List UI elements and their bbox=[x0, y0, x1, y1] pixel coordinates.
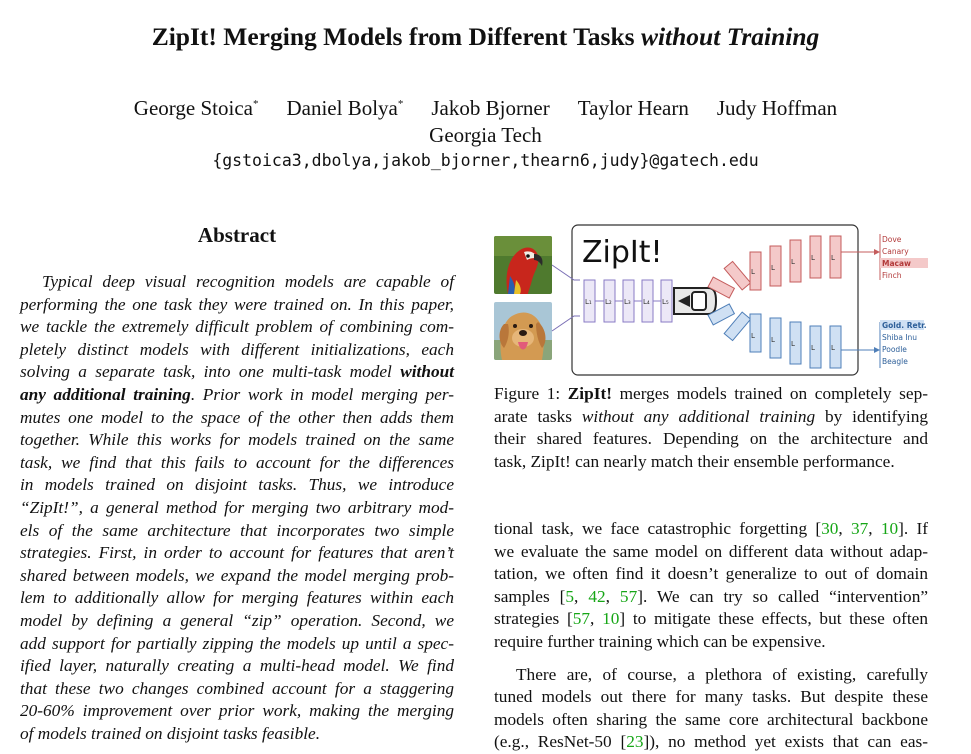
layer-label: L bbox=[771, 264, 775, 272]
layer-label: L₁ bbox=[585, 298, 592, 306]
body-line: require further training which can be expensive. bbox=[494, 631, 826, 651]
figure-1 bbox=[494, 222, 934, 378]
citation-link[interactable]: 30 bbox=[821, 519, 839, 538]
body-line: we evaluate the same model on different data without adap- bbox=[494, 541, 928, 561]
citation-link[interactable]: 42 bbox=[588, 586, 606, 606]
class-label: Poodle bbox=[882, 345, 907, 354]
abstract-line: of models trained on disjoint tasks feasible. bbox=[20, 723, 321, 743]
caption-line: arate tasks without any additional training by identifying bbox=[494, 406, 928, 426]
class-label: Dove bbox=[882, 235, 902, 244]
author-list bbox=[0, 96, 971, 121]
layer-label: L₂ bbox=[605, 298, 612, 306]
layer-label: L bbox=[831, 254, 835, 262]
abstract-heading: Abstract bbox=[197, 223, 277, 247]
zipit-logo: ZipIt! bbox=[582, 235, 663, 270]
class-label: Macaw bbox=[882, 259, 911, 268]
abstract-line: any additional training. Prior work in model merging per- bbox=[20, 384, 454, 404]
author-name: Daniel Bolya* bbox=[286, 96, 404, 120]
body-line: models often sharing the same core architectural backbone bbox=[494, 709, 928, 729]
abstract-line: “ZipIt!”, a general method for merging two arbitrary mod- bbox=[20, 497, 454, 517]
author-name: Jakob Bjorner bbox=[431, 96, 550, 120]
abstract-line: add support for partially zipping the models up until a spec- bbox=[20, 633, 454, 653]
zipit-diagram bbox=[494, 222, 934, 378]
abstract-line: els of the same architecture that incorporates two simple bbox=[20, 520, 454, 540]
abstract-line: solving a separate task, into one multi-task model without bbox=[20, 362, 454, 382]
class-label: Shiba Inu bbox=[882, 333, 918, 342]
layer-label: L bbox=[791, 258, 795, 266]
body-line: (e.g., ResNet-50 [23]), no method yet exists that can eas- bbox=[494, 732, 928, 752]
body-text bbox=[494, 518, 928, 754]
layer-label: L₄ bbox=[643, 298, 650, 306]
class-label: Gold. Retr. bbox=[882, 321, 927, 330]
citation-link[interactable]: 23 bbox=[626, 732, 644, 752]
caption-line: their shared features. Depending on the architecture and bbox=[494, 429, 928, 449]
abstract-line: performing the one task they were trained on. In this paper, bbox=[20, 294, 454, 314]
paper-title: ZipIt! Merging Models from Different Tasks without Training bbox=[151, 22, 820, 51]
affiliation: Georgia Tech bbox=[429, 123, 542, 147]
caption-line: task, ZipIt! can nearly match their ensemble performance. bbox=[494, 451, 895, 471]
layer-label: L bbox=[791, 340, 795, 348]
citation-link[interactable]: 10 bbox=[602, 609, 620, 629]
abstract-line: Typical deep visual recognition models are capable of bbox=[42, 272, 454, 291]
author-name: Taylor Hearn bbox=[577, 96, 689, 120]
layer-label: L bbox=[771, 336, 775, 344]
abstract-body bbox=[20, 271, 454, 745]
abstract-line: in models trained on disjoint tasks. Thus, we introduce bbox=[20, 475, 454, 495]
layer-label: L bbox=[811, 254, 815, 262]
body-line: tuned models out there for many tasks. But despite these bbox=[494, 687, 928, 707]
layer-label: L bbox=[751, 268, 755, 276]
citation-link[interactable]: 57 bbox=[572, 609, 591, 629]
layer-label: L bbox=[751, 332, 755, 340]
citation-link[interactable]: 5 bbox=[565, 586, 575, 606]
paragraph-1 bbox=[494, 518, 928, 654]
class-label: Canary bbox=[882, 247, 909, 256]
body-line: tation, we often find it doesn’t generalize to out of domain bbox=[494, 564, 928, 584]
author-name: George Stoica* bbox=[133, 96, 259, 120]
paragraph-2 bbox=[494, 664, 928, 754]
abstract-line: together. While this works for models trained on the same bbox=[20, 430, 454, 450]
abstract-line: model by defining a general “zip” operation. Second, we bbox=[20, 610, 454, 630]
abstract-line: shared between models, we expand the model merging prob- bbox=[20, 565, 454, 585]
citation-link[interactable]: 10 bbox=[880, 519, 899, 538]
class-label: Beagle bbox=[882, 357, 908, 366]
abstract-line: task, we find that this fails to account for the differences bbox=[20, 452, 454, 472]
layer-label: L bbox=[831, 344, 835, 352]
abstract-line: that these two changes combined account for a staggering bbox=[20, 678, 454, 698]
abstract-line: we tackle the extremely difficult problem of combining com- bbox=[20, 317, 454, 337]
citation-link[interactable]: 37 bbox=[851, 519, 869, 538]
figure-caption bbox=[494, 383, 928, 473]
abstract-line: lem to additionally allow for merging features within each bbox=[20, 588, 454, 608]
abstract-line: 20-60% improvement over prior work, making the merging bbox=[20, 701, 454, 721]
body-line: There are, of course, a plethora of existing, carefully bbox=[516, 664, 928, 684]
body-line: tional task, we face catastrophic forgetting [30, 37, 10]. If bbox=[494, 519, 929, 538]
abstract-line: pletely distinct models with different initializations, each bbox=[20, 339, 454, 359]
author-emails: {gstoica3,dbolya,jakob_bjorner,thearn6,judy}@gatech.edu bbox=[212, 151, 759, 170]
class-label: Finch bbox=[882, 271, 902, 280]
author-name: Judy Hoffman bbox=[716, 96, 838, 120]
abstract-line: ified layer, naturally creating a multi-head model. We find bbox=[20, 656, 454, 676]
layer-label: L₅ bbox=[662, 298, 669, 306]
abstract-line: strategies. First, in order to account for features that aren’t bbox=[20, 543, 454, 563]
abstract-line: mutes one model to the space of the other then adds them bbox=[20, 407, 454, 427]
body-line: strategies [57, 10] to mitigate these effects, but these often bbox=[494, 609, 928, 629]
citation-link[interactable]: 57 bbox=[619, 586, 638, 606]
layer-label: L bbox=[811, 344, 815, 352]
layer-label: L₃ bbox=[624, 298, 631, 306]
zipper-icon bbox=[674, 288, 716, 314]
body-line: samples [5, 42, 57]. We can try so called “intervention” bbox=[494, 586, 929, 606]
caption-line: Figure 1: ZipIt! merges models trained on completely sep- bbox=[494, 384, 928, 403]
